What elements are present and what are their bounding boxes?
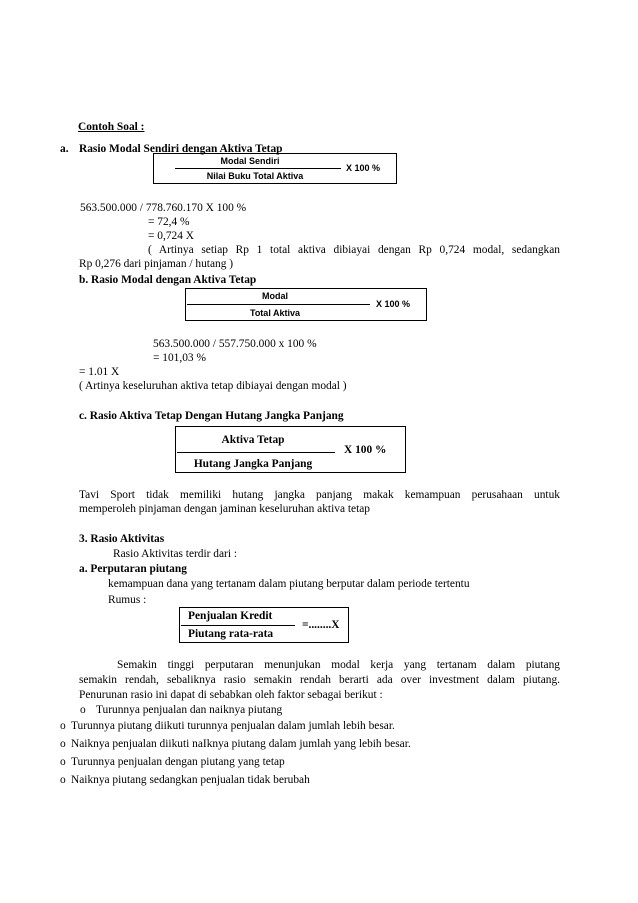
section-a-note-1: ( Artinya setiap Rp 1 total aktiva dibiayai dengan Rp 0,724 modal, sedangkan [148, 244, 560, 256]
section-3-title: 3. Rasio Aktivitas [79, 533, 165, 545]
section-3-para-1: Semakin tinggi perputaran menunjukan modal kerja yang tertanam dalam piutang [117, 659, 560, 671]
bullet-item: Turunnya penjualan dan naiknya piutang [96, 704, 283, 716]
section-b-calc-1: 563.500.000 / 557.750.000 x 100 % [153, 338, 317, 350]
bullet-marker: o [80, 704, 86, 716]
formula-b-numerator: Modal [262, 291, 288, 301]
section-a-calc-1: 563.500.000 / 778.760.170 X 100 % [80, 202, 247, 214]
bullet-marker: o [60, 756, 66, 768]
section-b-calc-3: = 1.01 X [79, 366, 120, 378]
formula-3-multiplier: =........X [302, 619, 340, 631]
formula-c-numerator: Aktiva Tetap [221, 434, 285, 446]
formula-b-denominator: Total Aktiva [249, 308, 300, 318]
bullet-marker: o [60, 738, 66, 750]
section-3-sub-a-title: a. Perputaran piutang [79, 563, 187, 575]
formula-3-denominator: Piutang rata-rata [188, 628, 274, 640]
section-3-intro: Rasio Aktivitas terdir dari : [113, 548, 238, 560]
section-3-sub-a-desc: kemampuan dana yang tertanam dalam piutang berputar dalam periode tertentu [108, 578, 470, 590]
heading: Contoh Soal : [78, 121, 145, 133]
section-a-note-2: Rp 0,276 dari pinjaman / hutang ) [79, 258, 234, 270]
section-3-para-3: Penurunan rasio ini dapat di sebabkan oleh faktor sebagai berikut : [79, 689, 383, 701]
section-a-calc-2: = 72,4 % [148, 216, 190, 228]
section-3-para-2: semakin rendah, sebaliknya rasio semakin rendah berarti ada over investment dalam piutang. [79, 674, 560, 686]
formula-c-multiplier: X 100 % [344, 444, 387, 456]
section-b-title: b. Rasio Modal dengan Aktiva Tetap [79, 274, 257, 286]
section-a-marker: a. [60, 143, 69, 155]
formula-a-denominator: Nilai Buku Total Aktiva [206, 171, 304, 181]
section-a-title: Rasio Modal Sendiri dengan Aktiva Tetap [79, 143, 283, 155]
bullet-marker: o [60, 774, 66, 786]
formula-a-numerator: Modal Sendiri [220, 156, 280, 166]
formula-3-numerator: Penjualan Kredit [188, 610, 273, 622]
bullet-item: Naiknya piutang sedangkan penjualan tidak berubah [71, 774, 310, 786]
section-b-calc-2: = 101,03 % [153, 352, 206, 364]
bullet-item: Turunnya piutang diikuti turunnya penjualan dalam jumlah lebih besar. [71, 720, 395, 732]
formula-3-line [181, 625, 295, 626]
formula-c-denominator: Hutang Jangka Panjang [193, 458, 313, 470]
formula-a-multiplier: X 100 % [346, 163, 381, 173]
bullet-marker: o [60, 720, 66, 732]
formula-b-line [187, 304, 370, 305]
section-3-rumus-label: Rumus : [108, 594, 147, 606]
section-c-text-2: memperoleh pinjaman dengan jaminan keseluruhan aktiva tetap [79, 503, 370, 515]
bullet-item: Naiknya penjualan diikuti naIknya piutang dalam jumlah yang lebih besar. [71, 738, 411, 750]
bullet-item: Turunnya penjualan dengan piutang yang tetap [71, 756, 285, 768]
section-b-note: ( Artinya keseluruhan aktiva tetap dibiayai dengan modal ) [79, 380, 347, 392]
formula-c-line [177, 452, 335, 453]
section-a-calc-3: = 0,724 X [148, 230, 194, 242]
section-c-title: c. Rasio Aktiva Tetap Dengan Hutang Jangka Panjang [79, 410, 344, 422]
section-c-text-1: Tavi Sport tidak memiliki hutang jangka panjang makak kemampuan perusahaan untuk [79, 489, 560, 501]
formula-a-line [175, 168, 341, 169]
formula-b-multiplier: X 100 % [376, 299, 411, 309]
